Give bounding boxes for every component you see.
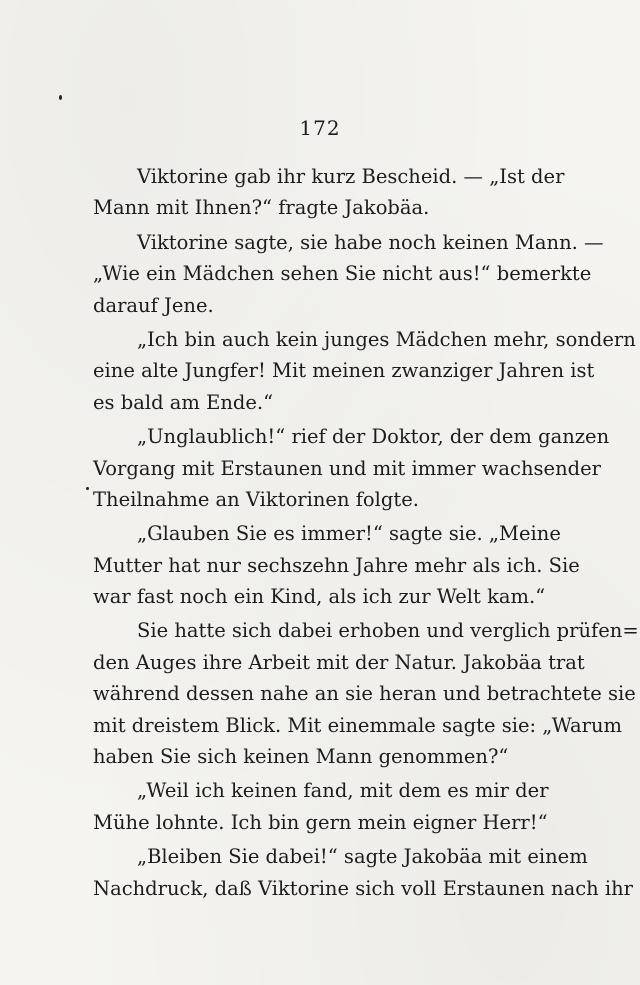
ink-speck <box>59 95 62 100</box>
text-line: Viktorine gab ihr kurz Bescheid. — „Ist der <box>137 165 565 188</box>
text-line: „Wie ein Mädchen sehen Sie nicht aus!“ bemerkte <box>93 262 592 286</box>
text-line: Nachdruck, daß Viktorine sich voll Erstaunen nach ihr <box>93 876 633 900</box>
text-line: „Bleiben Sie dabei!“ sagte Jakobäa mit einem <box>137 845 588 869</box>
paragraph <box>93 518 580 612</box>
body-text <box>93 161 639 904</box>
text-line: „Ich bin auch kein junges Mädchen mehr, sondern <box>137 327 636 351</box>
text-line: Mutter hat nur sechszehn Jahre mehr als ich. Sie <box>93 553 580 577</box>
paragraph <box>93 227 604 321</box>
text-line: Vorgang mit Erstaunen und mit immer wachsender <box>93 456 601 480</box>
ink-speck <box>86 487 89 490</box>
text-line: Theilnahme an Viktorinen folgte. <box>93 487 419 511</box>
text-line: Mühe lohnte. Ich bin gern mein eigner Herr!“ <box>93 810 548 834</box>
text-line: Mann mit Ihnen?“ fragte Jakobäa. <box>93 196 430 220</box>
paragraph <box>93 841 633 904</box>
text-line: „Weil ich keinen fand, mit dem es mir der <box>137 779 549 803</box>
page-number: 172 <box>299 116 341 140</box>
text-line: Sie hatte sich dabei erhoben und verglich prüfen= <box>137 619 639 643</box>
text-line: es bald am Ende.“ <box>93 390 274 414</box>
text-line: den Auges ihre Arbeit mit der Natur. Jakobäa trat <box>93 650 585 674</box>
text-line: „Unglaublich!“ rief der Doktor, der dem ganzen <box>137 425 610 449</box>
paragraph <box>93 324 636 418</box>
text-line: während dessen nahe an sie heran und betrachtete sie <box>93 682 636 706</box>
text-line: eine alte Jungfer! Mit meinen zwanziger Jahren ist <box>93 359 595 383</box>
paragraph <box>93 615 639 772</box>
text-line: haben Sie sich keinen Mann genommen?“ <box>93 745 509 769</box>
paragraph <box>93 161 565 224</box>
text-line: mit dreistem Blick. Mit einemmale sagte sie: „Warum <box>93 713 623 737</box>
text-line: Viktorine sagte, sie habe noch keinen Mann. — <box>137 230 604 254</box>
text-line: „Glauben Sie es immer!“ sagte sie. „Meine <box>137 522 561 546</box>
text-line: darauf Jene. <box>93 293 214 317</box>
paragraph <box>93 421 610 515</box>
text-line: war fast noch ein Kind, als ich zur Welt kam.“ <box>93 585 546 609</box>
paragraph <box>93 775 548 838</box>
